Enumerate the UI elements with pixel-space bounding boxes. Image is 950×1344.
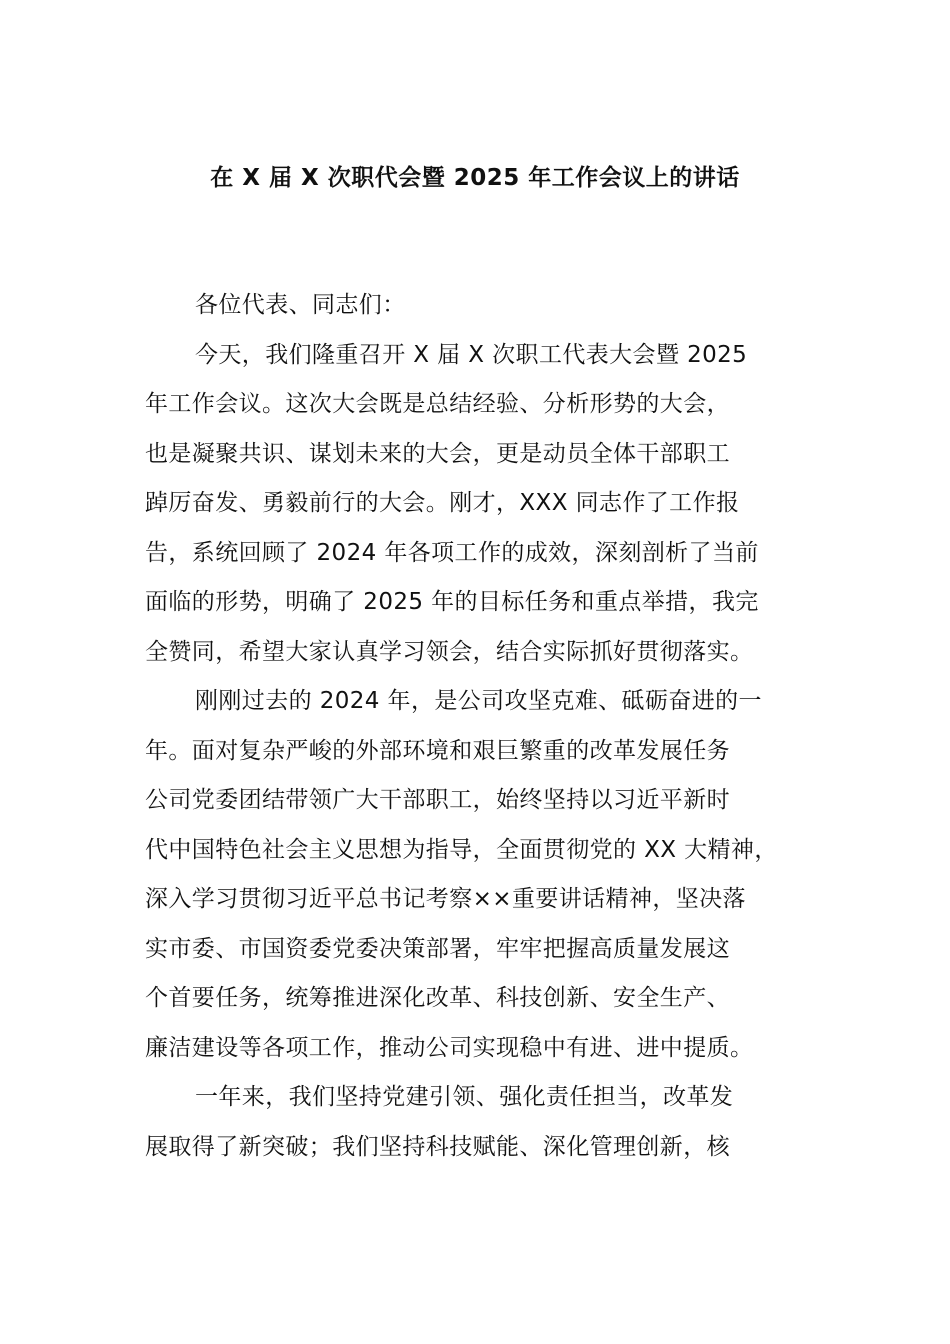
paragraph-line: 踔厉奋发、勇毅前行的大会。刚才，XXX 同志作了工作报 [145,490,740,516]
paragraph-line: 实市委、市国资委党委决策部署，牢牢把握高质量发展这 [145,935,730,962]
paragraph-line: 面临的形势，明确了 2025 年的目标任务和重点举措，我完 [145,589,759,615]
paragraph-line: 告，系统回顾了 2024 年各项工作的成效，深刻剖析了当前 [145,539,759,566]
paragraph-line: 公司党委团结带领广大干部职工，始终坚持以习近平新时 [145,787,730,813]
paragraph-line: 也是凝聚共识、谋划未来的大会，更是动员全体干部职工 [145,440,730,467]
paragraph-line: 全赞同，希望大家认真学习领会，结合实际抓好贯彻落实。 [145,638,754,665]
paragraph-line: 今天，我们隆重召开 X 届 X 次职工代表大会暨 2025 [195,341,748,368]
salutation-line: 各位代表、同志们： [195,292,406,318]
paragraph-line: 一年来，我们坚持党建引领、强化责任担当，改革发 [195,1084,734,1110]
paragraph-line: 代中国特色社会主义思想为指导，全面贯彻党的 XX 大精神， [145,836,778,863]
paragraph-line: 展取得了新突破；我们坚持科技赋能、深化管理创新，核 [145,1133,730,1160]
paragraph-line: 年工作会议。这次大会既是总结经验、分析形势的大会， [145,391,730,417]
paragraph-line: 个首要任务，统筹推进深化改革、科技创新、安全生产、 [145,985,730,1011]
paragraph-line: 刚刚过去的 2024 年，是公司攻坚克难、砥砺奋进的一 [195,688,762,714]
document-body [145,281,845,1172]
paragraph-line: 年。面对复杂严峻的外部环境和艰巨繁重的改革发展任务 [145,737,730,764]
paragraph-line: 深入学习贯彻习近平总书记考察××重要讲话精神，坚决落 [145,886,746,912]
paragraph-line: 廉洁建设等各项工作，推动公司实现稳中有进、进中提质。 [145,1034,754,1061]
document-title: 在 X 届 X 次职代会暨 2025 年工作会议上的讲话 [210,165,740,191]
